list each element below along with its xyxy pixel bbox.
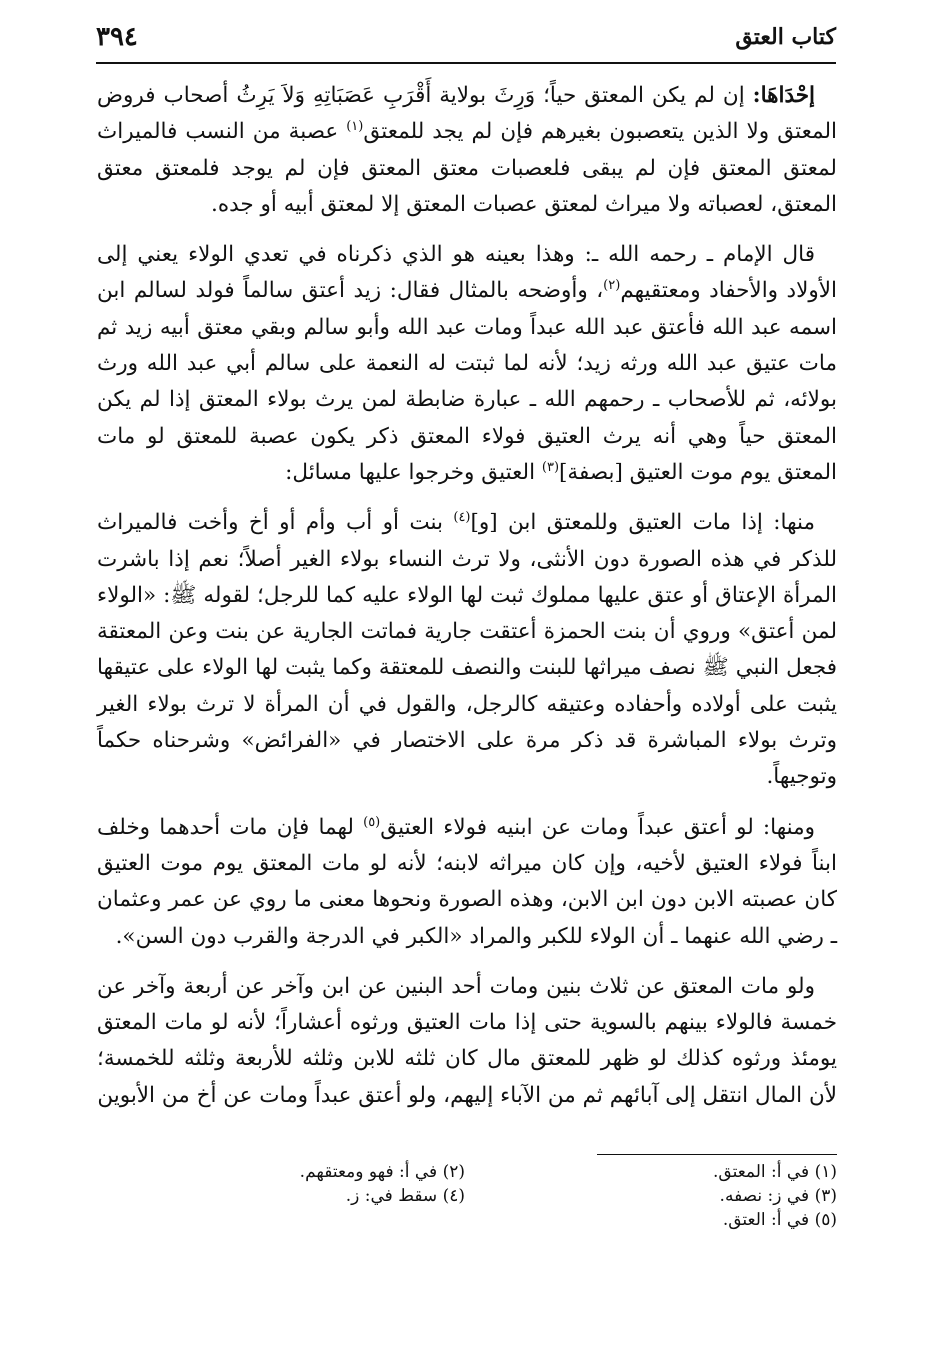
running-title: كتاب العتق <box>735 24 836 50</box>
paragraph-text: لهما فإن مات أحدهما وخلف ابناً فولاء العتيق لأخيه، وإن كان ميراثه لابنه؛ لأنه لو مات المعتق يوم موت العتيق كان عصبته الابن دون ابن الابن، وهذه الصورة ونحوها معنى ما روي عن عمر وعثمان ـ رضي الله عنهما ـ أن الولاء للكبر والمراد «الكبر في الدرجة والقرب دون السن». <box>97 814 837 949</box>
paragraph-1 <box>97 78 837 223</box>
footnotes-column-left <box>105 1160 465 1208</box>
main-text <box>97 78 837 1128</box>
footnote-3: (٣) في ز: نصفه. <box>719 1186 837 1206</box>
footnote-1: (١) في أ: المعتق. <box>712 1162 837 1182</box>
paragraph-3 <box>97 505 837 795</box>
paragraph-2 <box>97 237 837 491</box>
paragraph-text: ولو مات المعتق عن ثلاث بنين ومات أحد البنين عن ابن وآخر عن أربعة وآخر عن خمسة فالولاء بينهم بالسوية حتى إذا مات العتيق ورثوه أعشاراً؛ لأنه لو مات المعتق يومئذ ورثوه كذلك لو ظهر للمعتق مال كان ثلثه للابن وثلثه للأربعة وثلثه للخمسة؛ لأن المال انتقل إلى آبائهم ثم من الآباء إليهم، ولو أعتق عبداً ومات عن أخ من الأبوين <box>97 973 837 1108</box>
page-header <box>96 22 836 64</box>
paragraph-text: بنت أو أب وأم أو أخ وأخت فالميراث للذكر في هذه الصورة دون الأنثى، ولا ترث النساء بولاء الغير أصلاً؛ نعم إذا باشرت المرأة الإعتاق أو عتق عليها مملوك ثبت لها الولاء عليه كما للرجل؛ لقوله ﷺ: «الولاء لمن أعتق» وروي أن بنت الحمزة أعتقت جارية فماتت الجارية عن بنت وعن المعتقة فجعل النبي ﷺ نصف ميراثها للبنت والنصف للمعتقة وكما يثبت لها الولاء على عتيقها يثبت على أولاده وأحفاده وعتيقه كالرجل، والقول في أن المرأة لا ترث بولاء الغير وترث بولاء المباشرة قد ذكر مرة على الاختصار في «الفرائض» وشرحناه حكماً وتوجيهاً. <box>97 510 837 790</box>
page-number: ٣٩٤ <box>96 22 138 52</box>
footnote-divider <box>597 1154 837 1155</box>
paragraph-text: العتيق وخرجوا عليها مسائل: <box>285 459 536 485</box>
footnote-ref: (٢) <box>603 278 621 294</box>
footnote-5: (٥) في أ: العتق. <box>722 1210 837 1230</box>
footnote-2: (٢) في أ: فهو ومعتقهم. <box>299 1162 465 1182</box>
footnote-ref: (٤) <box>453 510 471 526</box>
paragraph-text: منها: إذا مات العتيق وللمعتق ابن [و] <box>470 510 815 536</box>
paragraph-text: ، وأوضحه بالمثال فقال: زيد أعتق سالماً فولد لسالم ابن اسمه عبد الله فأعتق عبد الله عبداً ومات عبد الله وأبو سالم وبقي معتق أبيه زيد ثم مات عتيق عبد الله ورثه زيد؛ لأنه لما ثبتت له النعمة على سالم أبي عبد الله ورث بولائه، ثم للأصحاب ـ رحمهم الله ـ عبارة ضابطة لمن يرث بولاء المعتق إذا لم يكن المعتق حياً وهي أنه يرث العتيق فولاء المعتق ذكر يكون عصبة للمعتق لو مات المعتق يوم موت العتيق [بصفة] <box>97 278 837 485</box>
footnote-4: (٤) سقط في: ز. <box>345 1186 465 1206</box>
paragraph-text: قال الإمام ـ رحمه الله ـ: وهذا بعينه هو الذي ذكرناه في تعدي الولاء يعني إلى الأولاد والأحفاد ومعتقيهم <box>97 242 838 304</box>
footnote-ref: (٥) <box>363 814 381 830</box>
footnote-ref: (١) <box>346 119 364 135</box>
paragraph-5 <box>97 969 837 1114</box>
paragraph-text: عصبة من النسب فالميراث لمعتق المعتق فإن لم يبقى فلعصبات معتق المعتق فإن لم يوجد فلمعتق معتق المعتق، لعصباته ولا ميراث لمعتق عصبات المعتق إلا لمعتق أبيه أو جده. <box>97 119 837 217</box>
paragraph-lead: إحْدَاهَا: <box>752 83 815 108</box>
footnotes-column-right <box>477 1160 837 1232</box>
paragraph-text: إن لم يكن المعتق حياً؛ وَرِثَ بولاية أَقْرَبِ عَصَبَاتِهِ وَلاَ يَرِثُ أصحاب فروض المعتق ولا الذين يتعصبون بغيرهم فإن لم يجد للمعتق <box>97 83 837 145</box>
footnote-ref: (٣) <box>541 459 560 475</box>
paragraph-text: ومنها: لو أعتق عبداً ومات عن ابنيه فولاء العتيق <box>380 814 815 840</box>
paragraph-4 <box>97 810 837 955</box>
